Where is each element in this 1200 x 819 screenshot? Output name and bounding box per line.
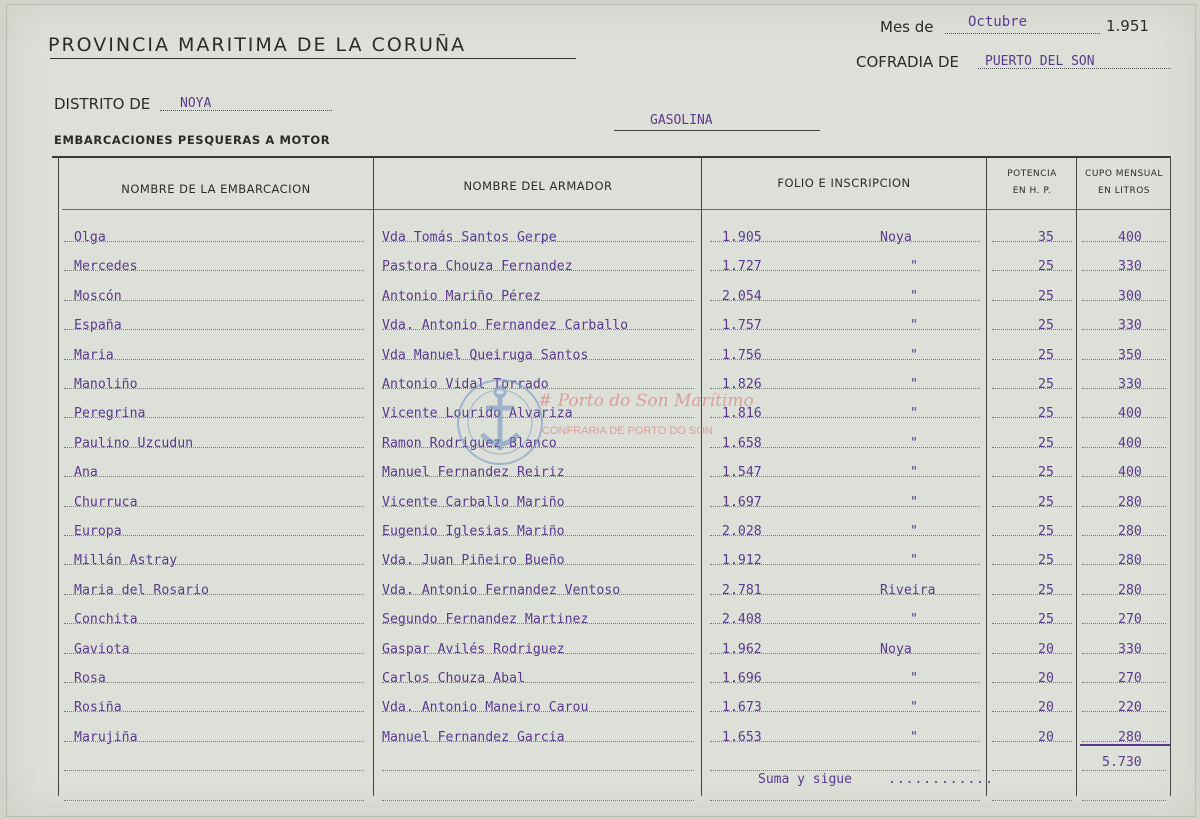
- cell-owner: Eugenio Iglesias Mariño: [382, 524, 565, 539]
- fuel-type-value: GASOLINA: [650, 113, 713, 128]
- district-dotted-line: [160, 110, 332, 111]
- cell-place: ": [910, 406, 918, 422]
- cell-boat: Conchita: [74, 612, 138, 628]
- table-row: [0, 228, 1200, 257]
- suma-dots: ............: [888, 772, 994, 787]
- cell-quota: 280: [1118, 524, 1142, 539]
- cell-folio: 2.408: [722, 612, 762, 628]
- column-header-power-line1: POTENCIA: [1007, 169, 1057, 179]
- cell-place: ": [910, 465, 918, 481]
- cell-place: ": [910, 494, 918, 510]
- row-dotted-line: [64, 682, 364, 683]
- month-value: Octubre: [968, 14, 1028, 30]
- cell-hp: 20: [1038, 671, 1054, 686]
- row-dotted-line: [992, 300, 1072, 301]
- cell-owner: Vicente Lourido Alvariza: [382, 406, 573, 422]
- table-row: [0, 493, 1200, 522]
- column-header-quota-line2: EN LITROS: [1098, 186, 1150, 196]
- cell-hp: 20: [1038, 641, 1054, 657]
- table-row: [0, 669, 1200, 698]
- table-row: [0, 698, 1200, 727]
- cell-hp: 25: [1038, 406, 1054, 422]
- cell-boat: Gaviota: [74, 641, 130, 657]
- cell-quota: 330: [1118, 318, 1142, 334]
- cell-owner: Vda. Antonio Maneiro Carou: [382, 700, 589, 716]
- row-dotted-line: [992, 623, 1072, 624]
- cell-place: ": [910, 347, 918, 363]
- cell-hp: 25: [1038, 582, 1054, 598]
- cell-hp: 25: [1038, 259, 1054, 275]
- empty-table-row: [0, 757, 1200, 786]
- total-value: 5.730: [1102, 755, 1142, 770]
- cell-boat: Mercedes: [74, 259, 138, 275]
- row-dotted-line: [64, 800, 364, 801]
- cell-boat: Churruca: [74, 494, 138, 510]
- cell-hp: 25: [1038, 377, 1054, 392]
- cell-folio: 2.028: [722, 524, 762, 539]
- province-title: PROVINCIA MARITIMA DE LA CORUÑA: [48, 34, 467, 56]
- column-header-power-line2: EN H. P.: [1012, 186, 1052, 196]
- row-dotted-line: [382, 770, 694, 771]
- cell-folio: 1.696: [722, 671, 762, 686]
- row-dotted-line: [64, 241, 364, 242]
- cell-place: ": [910, 553, 918, 569]
- cell-owner: Vda Tomás Santos Gerpe: [382, 230, 557, 245]
- cell-boat: Maria: [74, 347, 114, 363]
- row-dotted-line: [1082, 800, 1166, 801]
- cell-folio: 1.757: [722, 318, 762, 334]
- table-row: [0, 522, 1200, 551]
- column-header-quota: [1078, 166, 1170, 200]
- cell-owner: Manuel Fernandez Reiriz: [382, 465, 565, 481]
- column-header-boat: NOMBRE DE LA EMBARCACION: [121, 182, 311, 196]
- row-dotted-line: [992, 388, 1072, 389]
- stamp-subtitle: CONFRARIA DE PORTO DO SON: [542, 425, 713, 437]
- table-row: [0, 640, 1200, 669]
- cell-folio: 1.826: [722, 377, 762, 392]
- cell-quota: 330: [1118, 641, 1142, 657]
- cell-hp: 20: [1038, 700, 1054, 716]
- cell-quota: 300: [1118, 288, 1142, 304]
- cell-hp: 35: [1038, 230, 1054, 245]
- table-row: [0, 287, 1200, 316]
- cell-place: ": [910, 377, 918, 392]
- cell-boat: Ana: [74, 465, 98, 481]
- cell-owner: Vda. Antonio Fernandez Ventoso: [382, 582, 621, 598]
- cofradia-label: COFRADIA DE: [856, 53, 960, 71]
- cell-owner: Vicente Carballo Mariño: [382, 494, 565, 510]
- cell-folio: 1.912: [722, 553, 762, 569]
- cell-folio: 1.653: [722, 729, 762, 745]
- cell-owner: Vda Manuel Queiruga Santos: [382, 347, 589, 363]
- row-dotted-line: [710, 800, 980, 801]
- cell-folio: 1.547: [722, 465, 762, 481]
- cofradia-value: PUERTO DEL SON: [985, 54, 1095, 69]
- cell-hp: 20: [1038, 729, 1054, 745]
- cell-folio: 1.756: [722, 347, 762, 363]
- cell-quota: 400: [1118, 435, 1142, 451]
- cell-boat: Millán Astray: [74, 553, 178, 569]
- cell-owner: Ramon Rodriguez Blanco: [382, 435, 557, 451]
- cell-folio: 1.905: [722, 230, 762, 245]
- stamp-title: # Porto do Son Marítimo: [538, 391, 754, 411]
- cell-owner: Segundo Fernandez Martinez: [382, 612, 589, 628]
- cell-quota: 280: [1118, 582, 1142, 598]
- cell-owner: Vda. Antonio Fernandez Carballo: [382, 318, 629, 334]
- fuel-type-underline: [614, 130, 820, 131]
- cell-hp: 25: [1038, 347, 1054, 363]
- anchor-ring-icon: [495, 387, 505, 397]
- cell-folio: 2.054: [722, 288, 762, 304]
- anchor-icon: [482, 394, 518, 450]
- cell-quota: 270: [1118, 671, 1142, 686]
- row-dotted-line: [64, 476, 364, 477]
- row-dotted-line: [992, 506, 1072, 507]
- cell-folio: 1.816: [722, 406, 762, 422]
- cell-place: ": [910, 318, 918, 334]
- cell-boat: España: [74, 318, 122, 334]
- row-dotted-line: [992, 770, 1072, 771]
- cell-quota: 400: [1118, 406, 1142, 422]
- month-label: Mes de: [880, 18, 934, 36]
- row-dotted-line: [992, 564, 1072, 565]
- cell-quota: 330: [1118, 377, 1142, 392]
- cell-hp: 25: [1038, 318, 1054, 334]
- cell-place: Noya: [880, 230, 912, 245]
- cell-place: Noya: [880, 641, 912, 657]
- cell-boat: Olga: [74, 230, 106, 245]
- cell-place: ": [910, 288, 918, 304]
- row-dotted-line: [992, 653, 1072, 654]
- cell-quota: 280: [1118, 553, 1142, 569]
- row-dotted-line: [1082, 770, 1166, 771]
- total-underline: [1080, 744, 1170, 746]
- cell-quota: 280: [1118, 729, 1142, 745]
- cell-owner: Antonio Mariño Pérez: [382, 288, 541, 304]
- header-separator: [62, 209, 1170, 210]
- row-dotted-line: [992, 594, 1072, 595]
- row-dotted-line: [992, 711, 1072, 712]
- row-dotted-line: [992, 270, 1072, 271]
- cell-owner: Antonio Vidal Torrado: [382, 377, 549, 392]
- cell-hp: 25: [1038, 494, 1054, 510]
- cell-hp: 25: [1038, 612, 1054, 628]
- cell-hp: 25: [1038, 288, 1054, 304]
- district-label: DISTRITO DE: [54, 95, 151, 113]
- row-dotted-line: [992, 447, 1072, 448]
- table-row: [0, 581, 1200, 610]
- cell-place: ": [910, 612, 918, 628]
- column-header-power: [988, 166, 1076, 200]
- cell-owner: Pastora Chouza Fernandez: [382, 259, 573, 275]
- row-dotted-line: [992, 417, 1072, 418]
- column-header-owner: NOMBRE DEL ARMADOR: [463, 179, 613, 193]
- cell-boat: Marujiña: [74, 729, 138, 745]
- column-header-quota-line1: CUPO MENSUAL: [1085, 169, 1163, 179]
- cell-hp: 25: [1038, 435, 1054, 451]
- cell-boat: Rosiña: [74, 700, 122, 716]
- cell-quota: 400: [1118, 465, 1142, 481]
- cell-quota: 270: [1118, 612, 1142, 628]
- row-dotted-line: [992, 359, 1072, 360]
- cell-folio: 1.697: [722, 494, 762, 510]
- cell-owner: Vda. Juan Piñeiro Bueño: [382, 553, 565, 569]
- row-dotted-line: [992, 329, 1072, 330]
- cell-hp: 25: [1038, 524, 1054, 539]
- cell-place: ": [910, 259, 918, 275]
- row-dotted-line: [992, 741, 1072, 742]
- cell-folio: 2.781: [722, 582, 762, 598]
- row-dotted-line: [992, 800, 1072, 801]
- province-underline: [50, 58, 576, 59]
- row-dotted-line: [992, 241, 1072, 242]
- district-value: NOYA: [180, 96, 212, 111]
- cell-hp: 25: [1038, 553, 1054, 569]
- cell-boat: Manoliño: [74, 377, 138, 392]
- cell-hp: 25: [1038, 465, 1054, 481]
- boats-category-label: EMBARCACIONES PESQUERAS A MOTOR: [54, 133, 331, 147]
- cell-place: Riveira: [880, 582, 936, 598]
- cell-place: ": [910, 524, 918, 539]
- table-row: [0, 346, 1200, 375]
- year-value: 1.951: [1106, 17, 1149, 35]
- cell-owner: Gaspar Avilés Rodriguez: [382, 641, 565, 657]
- table-row: [0, 551, 1200, 580]
- cell-owner: Manuel Fernandez Garcia: [382, 729, 565, 745]
- table-row: [0, 316, 1200, 345]
- cell-boat: Peregrina: [74, 406, 146, 422]
- table-row: [0, 610, 1200, 639]
- cell-place: ": [910, 729, 918, 745]
- cell-boat: Rosa: [74, 671, 106, 686]
- cell-quota: 330: [1118, 259, 1142, 275]
- cell-quota: 350: [1118, 347, 1142, 363]
- cell-folio: 1.658: [722, 435, 762, 451]
- cell-boat: Maria del Rosario: [74, 582, 209, 598]
- cell-place: ": [910, 700, 918, 716]
- suma-y-sigue-label: Suma y sigue: [758, 772, 852, 787]
- cell-place: ": [910, 671, 918, 686]
- cell-folio: 1.673: [722, 700, 762, 716]
- empty-table-row: [0, 787, 1200, 816]
- cell-folio: 1.727: [722, 259, 762, 275]
- row-dotted-line: [992, 535, 1072, 536]
- cell-quota: 280: [1118, 494, 1142, 510]
- column-header-folio: FOLIO E INSCRIPCION: [777, 176, 911, 190]
- cell-folio: 1.962: [722, 641, 762, 657]
- cell-place: ": [910, 435, 918, 451]
- cell-boat: Paulino Uzcudun: [74, 435, 194, 451]
- row-dotted-line: [382, 800, 694, 801]
- cell-boat: Moscón: [74, 288, 122, 304]
- cell-boat: Europa: [74, 524, 122, 539]
- row-dotted-line: [992, 682, 1072, 683]
- cell-quota: 400: [1118, 230, 1142, 245]
- row-dotted-line: [64, 770, 364, 771]
- month-dotted-line: [945, 33, 1100, 34]
- cofradia-dotted-line: [978, 68, 1171, 69]
- cell-owner: Carlos Chouza Abal: [382, 671, 525, 686]
- table-row: [0, 728, 1200, 757]
- row-dotted-line: [992, 476, 1072, 477]
- table-row: [0, 257, 1200, 286]
- cell-quota: 220: [1118, 700, 1142, 716]
